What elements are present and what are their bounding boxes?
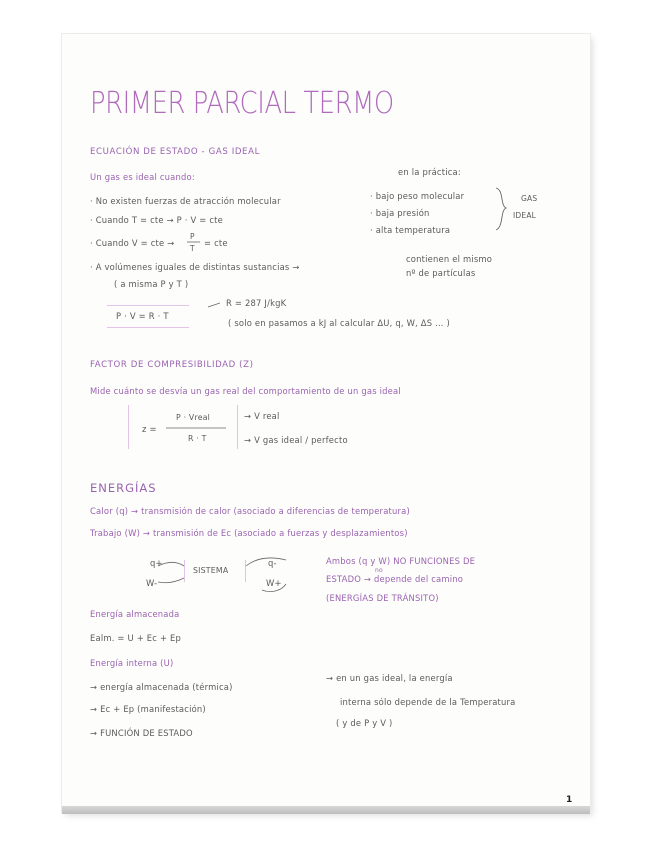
q-out-label: q-: [268, 558, 277, 568]
interna-item-3: → FUNCIÓN DE ESTADO: [90, 728, 193, 738]
gas-ideal-note-2: interna sólo depende de la Temperatura: [340, 697, 516, 707]
practice-item-3: · alta temperatura: [370, 225, 451, 235]
calor-line: Calor (q) → transmisión de calor (asociado a diferencias de temperatura): [90, 506, 410, 516]
particulas-line2: nº de partículas: [406, 268, 476, 278]
q-in-label: q+: [150, 558, 163, 568]
practice-heading: en la práctica:: [398, 167, 461, 177]
heading-compresibilidad: FACTOR DE COMPRESIBILIDAD (Z): [90, 360, 254, 370]
w-out-label: W+: [266, 578, 282, 588]
almacenada-heading: Energía almacenada: [90, 609, 180, 619]
page-number: 1: [566, 795, 573, 805]
r-arrow: [208, 303, 220, 307]
v-real-label: → V real: [244, 411, 280, 421]
z-numerator: P · Vreal: [176, 413, 211, 422]
interna-item-2: → Ec + Ep (manifestación): [90, 704, 206, 714]
fraction-num: P: [190, 232, 195, 241]
ideal-gas-formula: P · V = R · T: [116, 311, 169, 321]
bullet-t-cte: · Cuando T = cte → P · V = cte: [90, 215, 224, 225]
ambos-line1: Ambos (q y W) NO FUNCIONES DE: [326, 556, 476, 566]
z-label: z =: [142, 424, 157, 434]
practice-item-1: · bajo peso molecular: [370, 191, 465, 201]
bullet-volumenes-cond: ( a misma P y T ): [114, 279, 189, 289]
v-ideal-label: → V gas ideal / perfecto: [244, 435, 348, 445]
page-title: PRIMER PARCIAL TERMO: [90, 86, 394, 121]
bullet-v-cte: · Cuando V = cte →: [90, 238, 175, 248]
ambos-no: no: [375, 567, 383, 574]
gas-label: GAS: [521, 194, 538, 203]
units-note: ( solo en pasamos a kJ al calcular ΔU, q, W, ΔS ... ): [228, 318, 450, 328]
almacenada-equation: Ealm. = U + Ec + Ep: [90, 633, 182, 643]
ambos-line3: (ENERGÍAS DE TRÁNSITO): [326, 593, 439, 603]
compresibilidad-desc: Mide cuánto se desvía un gas real del comportamiento de un gas ideal: [90, 386, 401, 396]
practice-item-2: · baja presión: [370, 208, 430, 218]
interna-item-1: → energía almacenada (térmica): [90, 682, 233, 692]
bullet-fuerzas: · No existen fuerzas de atracción molecular: [90, 196, 281, 206]
particulas-line1: contienen el mismo: [406, 254, 493, 264]
interna-heading: Energía interna (U): [90, 658, 174, 668]
gas-ideal-note-3: ( y de P y V ): [336, 718, 393, 728]
bullet-volumenes: · A volúmenes iguales de distintas sustancias →: [90, 262, 300, 272]
q-in-arrow: [158, 562, 184, 566]
w-in-arrow: [158, 578, 184, 583]
trabajo-line: Trabajo (W) → transmisión de Ec (asociado a fuerzas y desplazamientos): [90, 528, 408, 538]
sistema-label: SISTEMA: [193, 566, 229, 575]
ambos-line2: ESTADO → depende del camino: [326, 574, 464, 584]
gas-ideal-note-1: → en un gas ideal, la energía: [326, 673, 453, 683]
z-denominator: R · T: [188, 434, 207, 443]
brace-shape: [496, 188, 506, 230]
ideal-label: IDEAL: [513, 211, 537, 220]
fraction-rhs: = cte: [204, 238, 228, 248]
r-constant: R = 287 J/kgK: [226, 298, 287, 308]
w-out-arrow: [262, 584, 286, 592]
q-out-arrow: [246, 558, 286, 566]
heading-energias: ENERGÍAS: [90, 481, 157, 495]
fraction-den: T: [190, 244, 195, 253]
w-in-label: W-: [146, 578, 158, 588]
intro-text: Un gas es ideal cuando:: [90, 172, 195, 182]
heading-ecuacion-estado: ECUACIÓN DE ESTADO - GAS IDEAL: [90, 147, 260, 157]
